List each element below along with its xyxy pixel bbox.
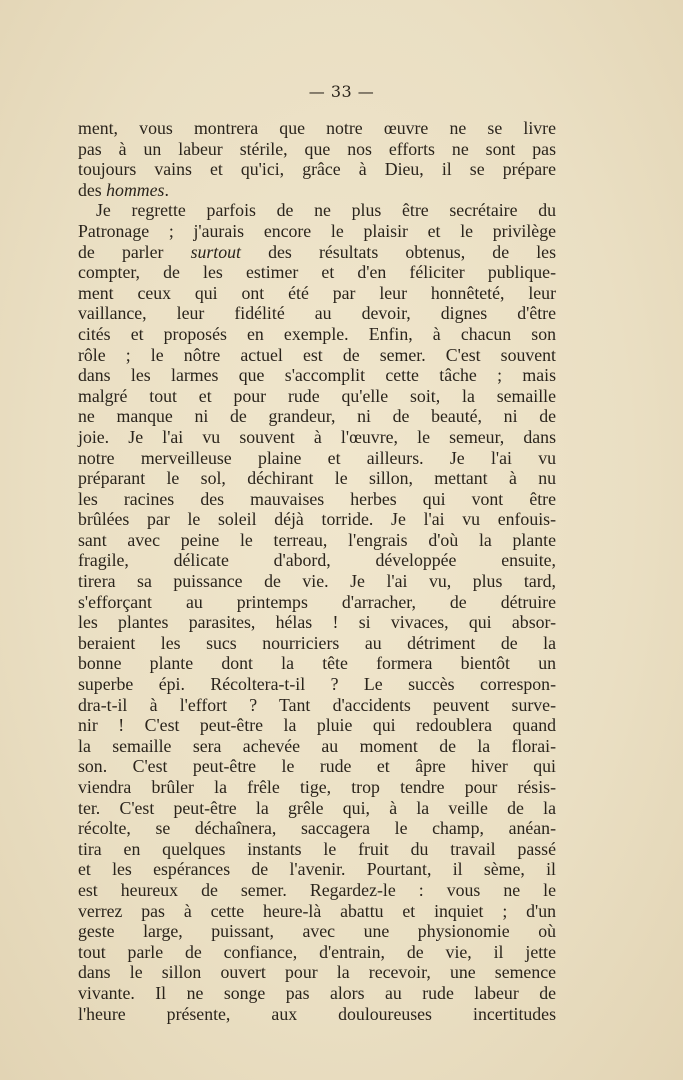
text-line: ne manque ni de grandeur, ni de beauté, ni de xyxy=(78,406,556,427)
text-line: cités et proposés en exemple. Enfin, à chacun son xyxy=(78,323,556,344)
text-line: toujours vains et qu'ici, grâce à Dieu, il se prépare xyxy=(78,159,556,180)
text-line: malgré tout et pour rude qu'elle soit, la semaille xyxy=(78,385,556,406)
text-line: tirera sa puissance de vie. Je l'ai vu, plus tard, xyxy=(78,571,556,592)
text-line: les plantes parasites, hélas ! si vivaces, qui absor- xyxy=(78,612,556,633)
text-line: tira en quelques instants le fruit du travail passé xyxy=(78,838,556,859)
text-line: Je regrette parfois de ne plus être secrétaire du xyxy=(96,200,556,221)
text-line: nir ! C'est peut-être la pluie qui redoublera quand xyxy=(78,715,556,736)
text-line: et les espérances de l'avenir. Pourtant, il sème, il xyxy=(78,859,556,880)
text-line: s'efforçant au printemps d'arracher, de détruire xyxy=(78,591,556,612)
italic-text: surtout xyxy=(190,241,241,262)
text-line: beraient les sucs nourriciers au détriment de la xyxy=(78,632,556,653)
text-line: ment ceux qui ont été par leur honnêteté, leur xyxy=(78,282,556,303)
text-line: superbe épi. Récoltera-t-il ? Le succès correspon- xyxy=(78,674,556,695)
italic-text: hommes xyxy=(106,179,165,200)
text-line: rôle ; le nôtre actuel est de semer. C'est souvent xyxy=(78,344,556,365)
text-line: pas à un labeur stérile, que nos efforts ne sont pas xyxy=(78,138,556,159)
text-line: ment, vous montrera que notre œuvre ne se livre xyxy=(78,118,556,138)
text-line: bonne plante dont la tête formera bientôt un xyxy=(78,653,556,674)
text-line: récolte, se déchaînera, saccagera le champ, anéan- xyxy=(78,818,556,839)
text-line: vaillance, leur fidélité au devoir, dignes d'être xyxy=(78,303,556,324)
text-line: Patronage ; j'aurais encore le plaisir et le privilège xyxy=(78,220,556,241)
body-text xyxy=(78,118,556,1024)
text-line: ter. C'est peut-être la grêle qui, à la veille de la xyxy=(78,797,556,818)
text-line: de parler surtout des résultats obtenus, de les xyxy=(78,241,556,262)
text-line: compter, de les estimer et d'en féliciter publique- xyxy=(78,262,556,283)
text-line: des hommes. xyxy=(78,179,169,200)
text-line: notre merveilleuse plaine et ailleurs. Je l'ai vu xyxy=(78,447,556,468)
text-line: dans le sillon ouvert pour la recevoir, une semence xyxy=(78,962,556,983)
text-line: la semaille sera achevée au moment de la florai- xyxy=(78,735,556,756)
text-line: dans les larmes que s'accomplit cette tâche ; mais xyxy=(78,365,556,386)
text-line: verrez pas à cette heure-là abattu et inquiet ; d'un xyxy=(78,900,556,921)
text-line: son. C'est peut-être le rude et âpre hiver qui xyxy=(78,756,556,777)
text-line: dra-t-il à l'effort ? Tant d'accidents peuvent surve- xyxy=(78,694,556,715)
text-line: l'heure présente, aux douloureuses incertitudes xyxy=(78,1003,556,1024)
text-line: fragile, délicate d'abord, développée ensuite, xyxy=(78,550,556,571)
text-line: viendra brûler la frêle tige, trop tendre pour résis- xyxy=(78,777,556,797)
text-line: tout parle de confiance, d'entrain, de vie, il jette xyxy=(78,941,556,962)
text-line: préparant le sol, déchirant le sillon, mettant à nu xyxy=(78,468,556,489)
page-number: — 33 — xyxy=(308,82,375,101)
text-line: geste large, puissant, avec une physionomie où xyxy=(78,921,556,942)
text-line: est heureux de semer. Regardez-le : vous ne le xyxy=(78,879,556,900)
text-line: brûlées par le soleil déjà torride. Je l'ai vu enfouis- xyxy=(78,509,556,530)
text-line: sant avec peine le terreau, l'engrais d'où la plante xyxy=(78,529,556,550)
text-line: joie. Je l'ai vu souvent à l'œuvre, le semeur, dans xyxy=(78,426,556,447)
text-line: vivante. Il ne songe pas alors au rude labeur de xyxy=(78,982,556,1003)
text-line: les racines des mauvaises herbes qui vont être xyxy=(78,488,556,509)
